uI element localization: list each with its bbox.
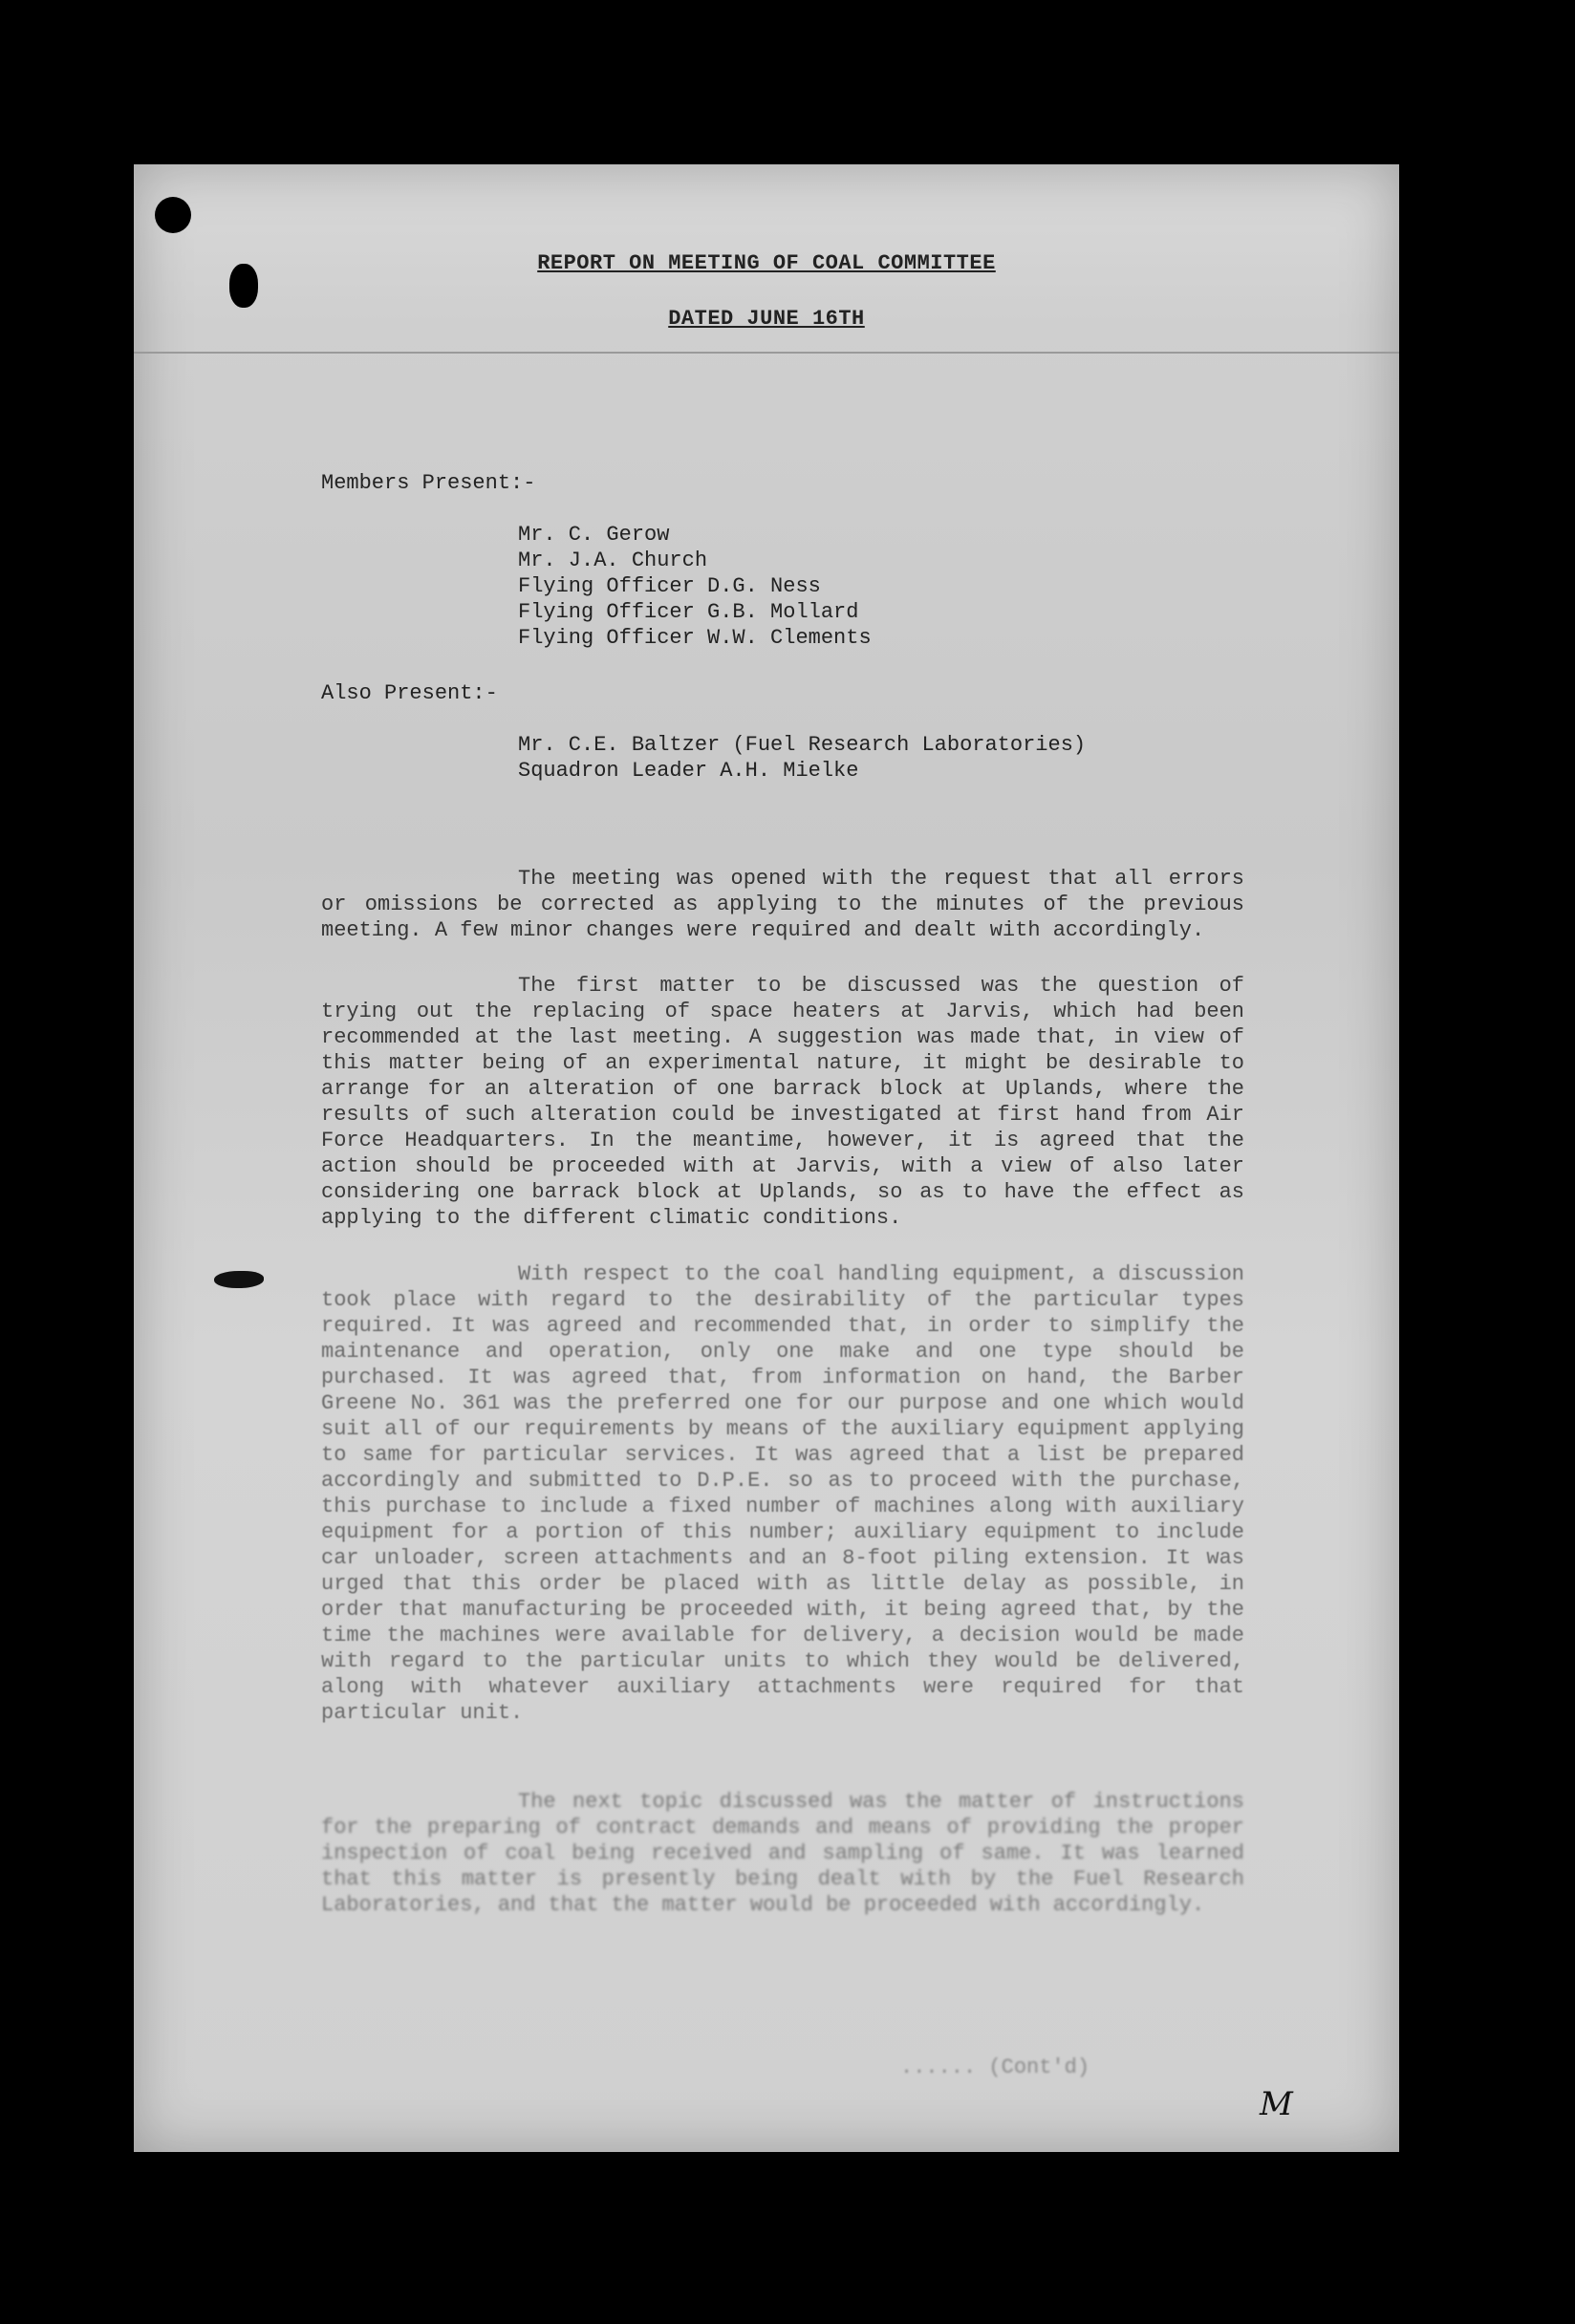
member-name: Mr. J.A. Church [518,549,708,572]
document-date: DATED JUNE 16TH [668,307,865,331]
paragraph: The first matter to be discussed was the question of trying out the replacing of space heaters at Jarvis, which had been recommended at the last meeting. A suggestion was made that, in view of this matter being of an experimental nature, it might be desirable to arrange for an alteration of one barrack block at Uplands, where the results of such alteration could be investigated at first hand from Air Force Headquarters. In the meantime, however, it is agreed that the action should be proceeded with at Jarvis, with a view of also later considering one barrack block at Uplands, so as to have the effect as applying to the different climatic conditions. [321,974,1244,1230]
document-title: REPORT ON MEETING OF COAL COMMITTEE [537,251,996,275]
handwritten-initial: M [1260,2085,1293,2123]
attendee-name: Mr. C.E. Baltzer (Fuel Research Laboratories) [518,733,1087,757]
continued-note: ...... (Cont'd) [900,2055,1090,2079]
punch-hole [155,197,191,233]
member-name: Flying Officer G.B. Mollard [518,600,859,624]
ink-smudge [214,1271,264,1288]
also-present-label: Also Present:- [321,681,498,705]
attendee-name: Squadron Leader A.H. Mielke [518,759,859,783]
document-page [134,164,1399,2152]
members-present-label: Members Present:- [321,471,536,495]
member-name: Flying Officer D.G. Ness [518,574,821,598]
member-name: Flying Officer W.W. Clements [518,626,872,650]
paragraph: The next topic discussed was the matter of instructions for the preparing of contract demands and means of providing the proper inspection of coal being received and sampling of same. It was learned that this matter is presently being dealt with by the Fuel Research Laboratories, and that the matter would be proceeded with accordingly. [321,1790,1244,1917]
member-name: Mr. C. Gerow [518,523,670,547]
paragraph: With respect to the coal handling equipment, a discussion took place with regard to the desirability of the particular types required. It was agreed and recommended that, in order to simplify the maintenance and operation, only one make and one type should be purchased. It was agreed that, from information on hand, the Barber Greene No. 361 was the preferred one for our purpose and one which would suit all of our requirements by means of the auxiliary equipment applying to same for particular services. It was agreed that a list be prepared accordingly and submitted to D.P.E. so as to proceed with the purchase, this purchase to include a fixed number of machines along with auxiliary equipment for a portion of this number; auxiliary equipment to include car unloader, screen attachments and an 8-foot piling extension. It was urged that this order be placed with as little delay as possible, in order that manufacturing be proceeded with, it being agreed that, by the time the machines were available for delivery, a decision would be made with regard to the particular units to which they would be delivered, along with whatever auxiliary attachments were required for that particular unit. [321,1262,1244,1725]
paragraph: The meeting was opened with the request that all errors or omissions be corrected as applying to the minutes of the previous meeting. A few minor changes were required and dealt with accordingly. [321,867,1244,942]
